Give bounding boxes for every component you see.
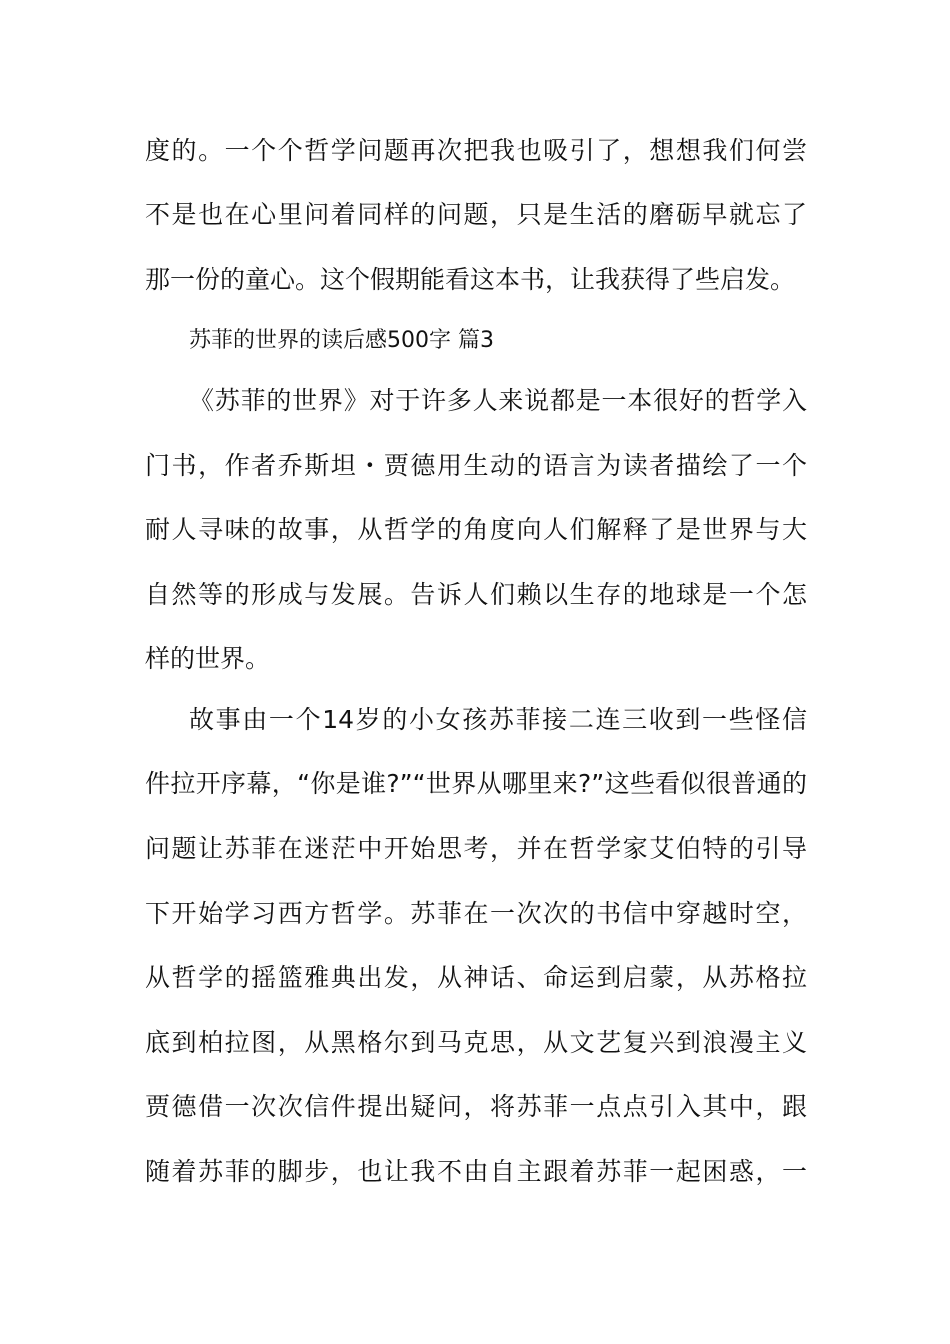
paragraph-1-line-1: 度的。一个个哲学问题再次把我也吸引了，想想我们何尝 — [145, 136, 807, 165]
paragraph-3-line-1: 故事由一个14岁的小女孩苏菲接二连三收到一些怪信 — [189, 705, 807, 734]
paragraph-1-line-3: 那一份的童心。这个假期能看这本书，让我获得了些启发。 — [145, 265, 796, 294]
paragraph-2-line-3: 耐人寻味的故事，从哲学的角度向人们解释了是世界与大 — [145, 515, 807, 544]
paragraph-3-line-7: 贾德借一次次信件提出疑问，将苏菲一点点引入其中，跟 — [145, 1092, 807, 1121]
paragraph-3-line-3: 问题让苏菲在迷茫中开始思考，并在哲学家艾伯特的引导 — [145, 834, 807, 863]
paragraph-3-line-8: 随着苏菲的脚步，也让我不由自主跟着苏菲一起困惑，一 — [145, 1157, 807, 1186]
paragraph-2-line-2: 门书，作者乔斯坦・贾德用生动的语言为读者描绘了一个 — [145, 451, 807, 480]
section-heading: 苏菲的世界的读后感500字 篇3 — [189, 328, 494, 353]
paragraph-1-line-2: 不是也在心里问着同样的问题，只是生活的磨砺早就忘了 — [145, 200, 807, 229]
paragraph-3-line-2: 件拉开序幕，“你是谁?”“世界从哪里来?”这些看似很普通的 — [145, 769, 807, 798]
paragraph-2-line-4: 自然等的形成与发展。告诉人们赖以生存的地球是一个怎 — [145, 580, 807, 609]
paragraph-3-line-4: 下开始学习西方哲学。苏菲在一次次的书信中穿越时空， — [145, 899, 807, 928]
paragraph-2-line-1: 《苏菲的世界》对于许多人来说都是一本很好的哲学入 — [189, 386, 807, 415]
paragraph-2-line-5: 样的世界。 — [145, 644, 271, 673]
paragraph-3-line-5: 从哲学的摇篮雅典出发，从神话、命运到启蒙，从苏格拉 — [145, 963, 807, 992]
paragraph-3-line-6: 底到柏拉图，从黑格尔到马克思，从文艺复兴到浪漫主义 — [145, 1028, 807, 1057]
